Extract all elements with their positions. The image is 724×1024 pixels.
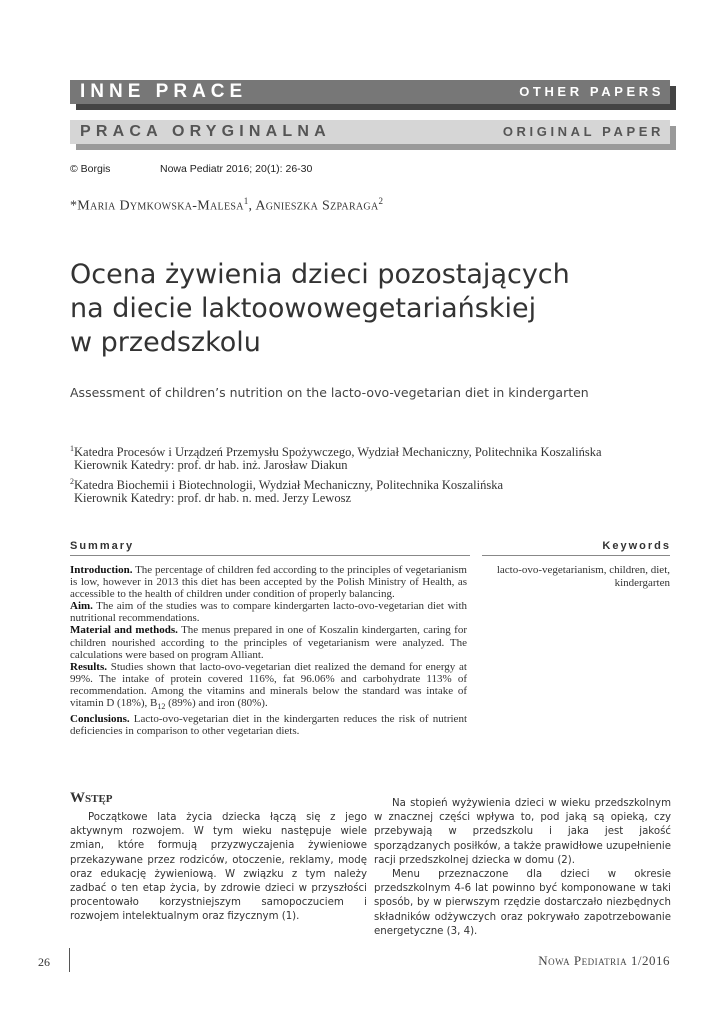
summary-introduction: Introduction. The percentage of children fed according to the principles of vegetarianism is low, however in 2013 this diet has been accepted by the Polish Ministry of Health, as accessible to the health of children under condition of properly balancing. (70, 564, 467, 601)
introduction-heading: Wstęp (70, 790, 113, 806)
paper-type-pl: PRACA ORYGINALNA (80, 123, 331, 140)
keywords-heading: Keywords (602, 540, 671, 552)
keywords-list: lacto-ovo-vegetarianism, children, diet, kindergarten (496, 564, 670, 589)
english-title: Assessment of children’s nutrition on the lacto-ovo-vegetarian diet in kindergarten (70, 385, 589, 400)
section-bar (70, 80, 670, 104)
title-line-3: w przedszkolu (70, 327, 261, 358)
title-line-1: Ocena żywienia dzieci pozostających (70, 259, 570, 290)
authors: *Maria Dymkowska-Malesa$^1$, Agnieszka Szparaga$^2$ (70, 196, 384, 214)
affiliation-2-head: Kierownik Katedry: prof. dr hab. n. med. Jerzy Lewosz (74, 491, 351, 505)
affiliation-2-text: Katedra Biochemii i Biotechnologii, Wydział Mechaniczny, Politechnika Koszalińska (74, 478, 503, 493)
summary-divider (70, 555, 470, 556)
footer-divider (69, 948, 70, 972)
affiliation-1-mark: 1 (70, 444, 74, 453)
keywords-divider (482, 555, 670, 556)
journal-issue: 1/2016 (630, 953, 670, 968)
summary-methods: Material and methods. The menus prepared in one of Koszalin kindergarten, caring for children nourished according to the principles of vegetarianism were analyzed. The calculations were based on program Alliant. (70, 624, 467, 661)
section-label-en: OTHER PAPERS (519, 84, 664, 99)
body-column-left (70, 811, 367, 925)
affiliation-1-head: Kierownik Katedry: prof. dr hab. inż. Jarosław Diakun (74, 458, 348, 472)
journal-footer (538, 953, 670, 969)
intro-paragraph-2: Na stopień wyżywienia dzieci w wieku przedszkolnym w znacznej części wpływa to, pod jaką są opieką, czy przebywają w przedszkolu i jaka jest jakość sporządzanych posiłków, a także prawidłowe uzupełnienie racji przedszkolnej dziecka w domu (2). (374, 798, 671, 866)
journal-name-1: Nowa (538, 953, 571, 968)
article-title (70, 258, 630, 360)
author-2-affiliation: 2 (378, 196, 384, 206)
publisher: © Borgis (70, 163, 111, 175)
author-1: *Maria Dymkowska-Malesa (70, 198, 244, 214)
paper-type-en: ORIGINAL PAPER (502, 124, 664, 139)
affiliation-2-mark: 2 (70, 477, 74, 486)
citation: Nowa Pediatr 2016; 20(1): 26-30 (160, 163, 313, 175)
title-line-2: na diecie laktoowowegetariańskiej (70, 293, 537, 324)
summary-aim: Aim. The aim of the studies was to compare kindergarten lacto-ovo-vegetarian diet with nutritional recommendations. (70, 600, 467, 625)
summary-heading: Summary (70, 540, 135, 552)
body-column-right (374, 797, 671, 939)
author-1-affiliation: 1 (243, 196, 249, 206)
author-2: Agnieszka Szparaga (255, 198, 379, 214)
summary-body (70, 564, 467, 738)
journal-name-2: Pediatria (573, 953, 628, 968)
summary-results: Results. Studies shown that lacto-ovo-vegetarian diet realized the demand for energy at 99%. The intake of protein covered 116%, fat 96.06% and carbohydrate 113% of recommendation. Among the vitamins and minerals below the standard was intake of vitamin D (18%), $B_{12}$ (89%) and iron (80%). (70, 660, 467, 712)
intro-paragraph-1: Początkowe lata życia dziecka łączą się z jego aktywnym rozwojem. W tym wieku następuje wiele zmian, które formują przyzwyczajenia żywieniowe przekazywane przez rodziców, otoczenie, reklamy, modę oraz edukację żywieniową. W związku z tym należy zadbać o ten etap życia, by zdrowie dzieci w przyszłości procentowało korzystniejszym samopoczuciem i rozwojem intelektualnym oraz fizycznym (1). (70, 812, 367, 923)
intro-paragraph-3: Menu przeznaczone dla dzieci w okresie przedszkolnym 4-6 lat powinno być komponowane w taki sposób, by w pierwszym rzędzie dostarczało niezbędnych składników odżywczych oraz pokrywało zapotrzebowanie energetyczne (3, 4). (374, 869, 671, 937)
section-label-pl: INNE PRACE (80, 81, 248, 102)
paper-type-bar (70, 120, 670, 144)
page-number: 26 (38, 955, 50, 969)
summary-conclusions: Conclusions. Lacto-ovo-vegetarian diet in the kindergarten reduces the risk of nutrient deficiencies in comparison to other vegetarian diets. (70, 713, 467, 738)
affiliation-1-text: Katedra Procesów i Urządzeń Przemysłu Spożywczego, Wydział Mechaniczny, Politechnika Koszalińska (74, 445, 602, 460)
